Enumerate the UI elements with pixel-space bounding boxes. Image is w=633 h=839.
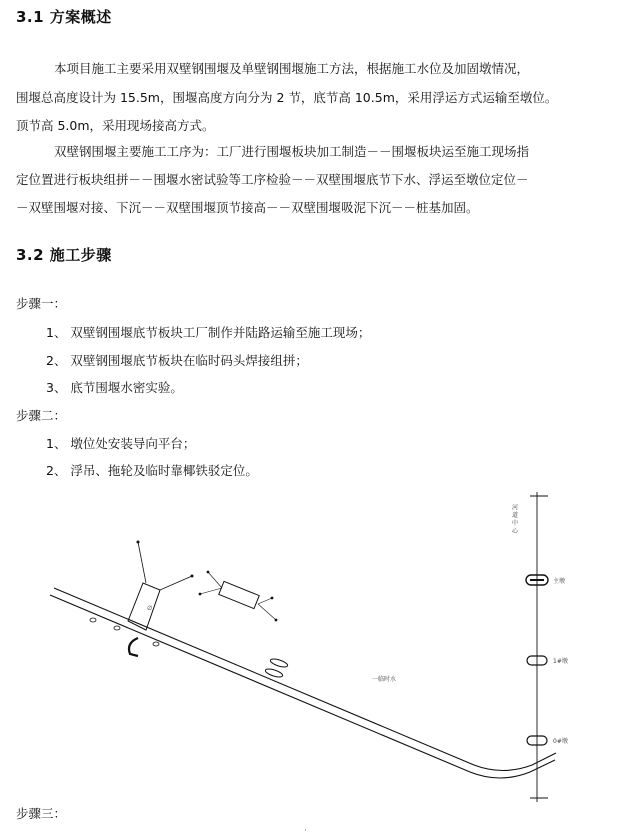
step2-label: 步骤二：	[16, 408, 67, 423]
step1-item2: 2、 双壁钢围堰底节板块在临时码头焊接组拼；	[46, 353, 308, 368]
mooring-line	[138, 542, 146, 583]
overview-para1-line2: 围堰总高度设计为 15.5m，围堰高度方向分为 2 节，底节高 10.5m，采用浮运方式运输至墩位。	[16, 90, 558, 105]
anchor-point	[199, 593, 202, 596]
overview-para1-line1: 本项目施工主要采用双壁钢围堰及单壁钢围堰施工方法，根据施工水位及加固墩情况，	[54, 61, 530, 76]
bollard	[90, 618, 96, 622]
section-heading-steps: 3.2 施工步骤	[16, 246, 112, 264]
construction-diagram	[0, 480, 633, 810]
anchor-point	[271, 597, 274, 600]
barge-cable	[258, 604, 276, 620]
step3-label: 步骤三：	[16, 806, 67, 821]
tugboat	[265, 667, 284, 678]
step2-item2: 2、 浮吊、拖轮及临时靠椰铁驳定位。	[46, 463, 258, 478]
overview-para2-line1: 双壁钢围堰主要施工工序为：工厂进行围堰板块加工制造－－围堰板块运至施工现场指	[54, 144, 530, 159]
main-pier-label: 主墩	[553, 578, 566, 585]
mooring-line	[160, 576, 192, 590]
bank-line-outer	[50, 595, 555, 778]
floating-crane-barge	[219, 581, 259, 608]
bollard	[153, 642, 159, 646]
bollard	[114, 626, 120, 630]
barge-cable	[200, 588, 222, 594]
anchor-point	[137, 541, 140, 544]
barge-cable	[208, 572, 222, 588]
section-heading-overview: 3.1 方案概述	[16, 8, 112, 26]
crane-hook-icon	[129, 638, 138, 656]
overview-para1-line3: 顶节高 5.0m，采用现场接高方式。	[16, 118, 215, 133]
bank-line-inner	[54, 588, 556, 771]
overview-para2-line2: 定位置进行板块组拼－－围堰水密试验等工序检验－－双壁围堰底节下水、浮运至墩位定位－	[16, 172, 529, 187]
tugboat	[270, 657, 289, 668]
step2-item1: 1、 墩位处安装导向平台；	[46, 436, 196, 451]
overview-para2-line3: －双壁围堰对接、下沉－－双壁围堰顶节接高－－双壁围堰吸泥下沉－－桩基加固。	[16, 200, 479, 215]
pier-1-label: 1#墩	[553, 658, 568, 665]
page-marker: ·	[304, 826, 307, 836]
wharf-mark: ∅	[147, 605, 153, 612]
step1-item1: 1、 双壁钢围堰底节板块工厂制作并陆路运输至施工现场；	[46, 325, 371, 340]
anchor-point	[207, 571, 210, 574]
anchor-point	[191, 575, 194, 578]
center-line-label: 河 道 中 心	[510, 504, 518, 534]
temporary-wharf	[128, 583, 160, 630]
step1-label: 步骤一：	[16, 296, 67, 311]
barge-cable	[258, 598, 272, 604]
step1-item3: 3、 底节围堰水密实验。	[46, 380, 183, 395]
river-label: 一临时水	[372, 676, 397, 683]
pier-0-label: 0#墩	[553, 738, 568, 745]
anchor-point	[275, 619, 278, 622]
